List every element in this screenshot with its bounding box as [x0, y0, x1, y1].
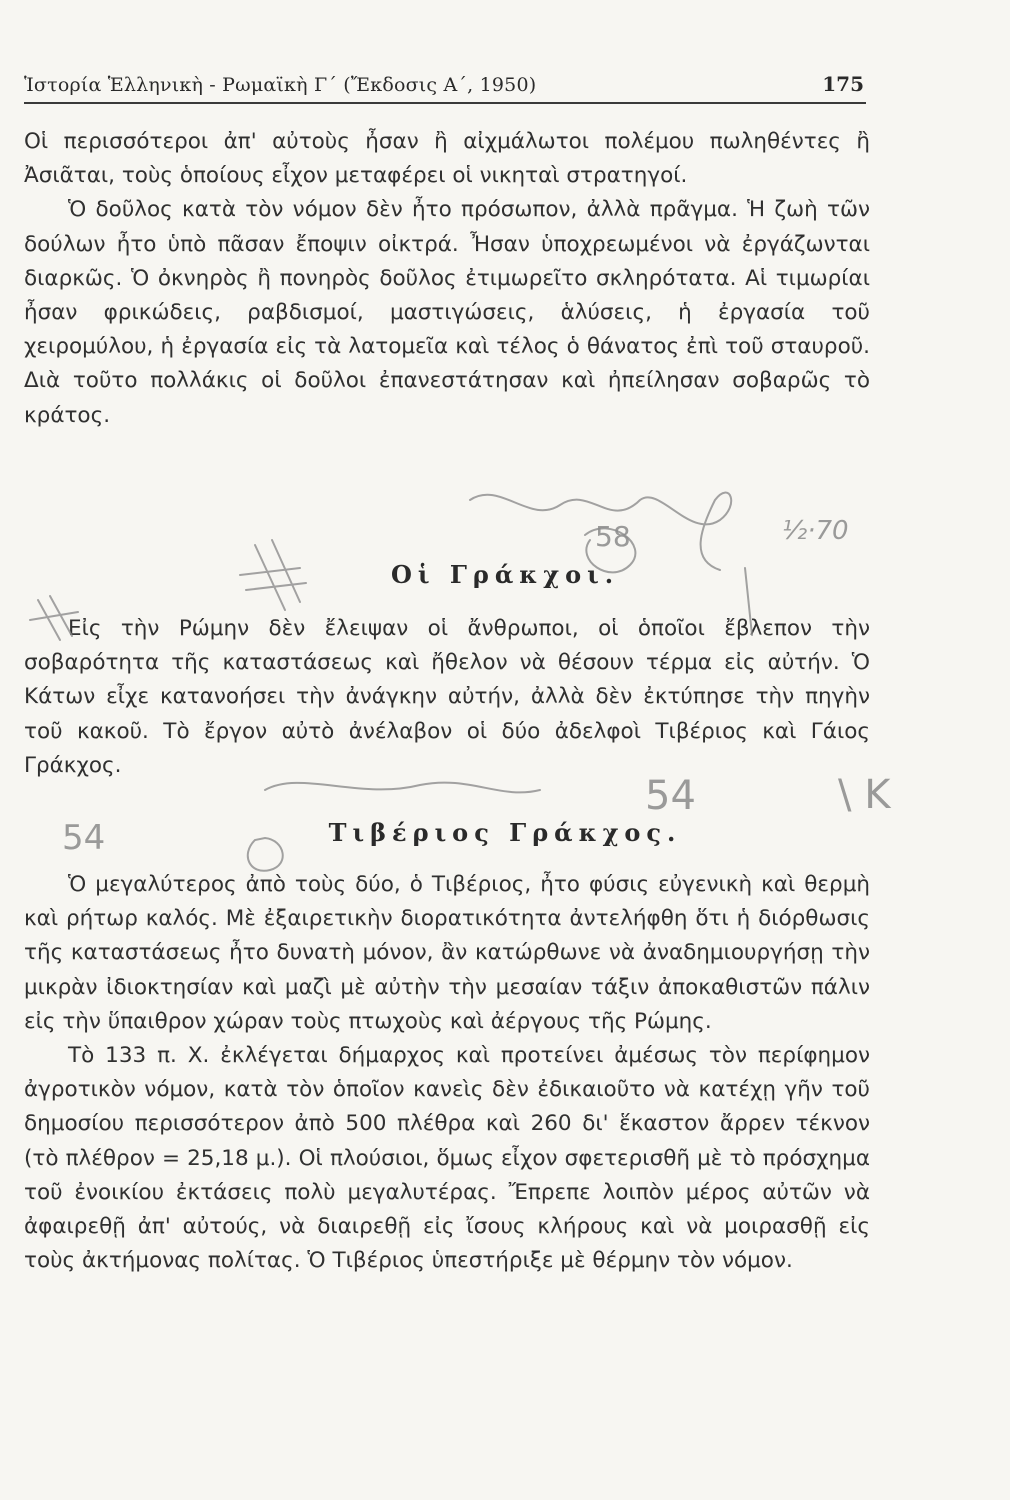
pencil-note-k: \ K: [838, 772, 891, 818]
scribble-signature: [470, 493, 731, 570]
paragraph-captives: Οἱ περισσότεροι ἀπ' αὐτοὺς ἦσαν ἢ αἰχμάλωτοι πολέμου πωληθέντες ἢ Ἀσιᾶται, τοὺς ὁποίους εἶχον μεταφέρει οἱ νικηταὶ στρατηγοί.: [24, 129, 870, 189]
pencil-note-54-right: 54: [645, 773, 696, 819]
paragraph-slave-status: Ὁ δοῦλος κατὰ τὸν νόμον δὲν ἦτο πρόσωπον, ἀλλὰ πρᾶγμα. Ἡ ζωὴ τῶν δούλων ἦτο ὑπὸ πᾶσαν ἔποψιν οἰκτρά. Ἦσαν ὑποχρεωμένοι νὰ ἐργάζωνται διαρκῶς. Ὁ ὀκνηρὸς ἢ πονηρὸς δοῦλος ἐτιμωρεῖτο σκληρότατα. Αἱ τιμωρίαι ἦσαν φρικώδεις, ραβδισμοί, μαστιγώσεις, ἁλύσεις, ἡ ἐργασία τοῦ χειρομύλου, ἡ ἐργασία εἰς τὰ λατομεῖα καὶ τέλος ὁ θάνατος ἐπὶ τοῦ σταυροῦ. Διὰ τοῦτο πολλάκις οἱ δοῦλοι ἐπανεστάτησαν καὶ ἠπείλησαν σοβαρῶς τὸ κράτος.: [24, 197, 870, 428]
paragraph-agrarian-law: Τὸ 133 π. Χ. ἐκλέγεται δήμαρχος καὶ προτείνει ἀμέσως τὸν περίφημον ἀγροτικὸν νόμον, κατὰ τὸν ὁποῖον κανεὶς δὲν ἐδικαιοῦτο νὰ κατέχῃ γῆν τοῦ δημοσίου περισσότερον ἀπὸ 500 πλέθρα καὶ 260 δι' ἕκαστον ἄρρεν τέκνον (τὸ πλέθρον = 25,18 μ.). Οἱ πλούσιοι, ὅμως εἶχον σφετερισθῆ μὲ τὸ πρόσχημα τοῦ ἐνοικίου ἐκτάσεις πολὺ μεγαλυτέρας. Ἔπρεπε λοιπὸν μέρος αὐτῶν νὰ ἀφαιρεθῇ ἀπ' αὐτούς, νὰ διαιρεθῇ εἰς ἴσους κλήρους καὶ νὰ μοιρασθῇ εἰς τοὺς ἀκτήμονας πολίτας. Ὁ Τιβέριος ὑπεστήριξε μὲ θέρμην τὸν νόμον.: [24, 1043, 870, 1274]
paragraph-tiberius-character: Ὁ μεγαλύτερος ἀπὸ τοὺς δύο, ὁ Τιβέριος, ἦτο φύσις εὐγενικὴ καὶ θερμὴ καὶ ρήτωρ καλός. Μὲ ἐξαιρετικὴν διορατικότητα ἀντελήφθη ὅτι ἡ διόρθωσις τῆς καταστάσεως ἦτο δυνατὴ μόνον, ἂν κατώρθωνε νὰ ἀναδημιουργήσῃ τὴν μικρὰν ἰδιοκτησίαν καὶ μαζὶ μὲ αὐτὴν τὴν μεσαίαν τάξιν ἀποκαθιστῶν πάλιν εἰς τὴν ὕπαιθρον χώραν τοὺς πτωχοὺς καὶ ἀέργους τῆς Ρώμης.: [24, 872, 870, 1034]
pencil-note-54-left: 54: [62, 818, 106, 858]
pencil-note-date: ½·70: [782, 516, 849, 546]
page-number: 175: [822, 72, 864, 96]
text-block-gracchi: [24, 612, 870, 783]
running-title: Ἱστορία Ἑλληνικὴ - Ρωμαϊκὴ Γ΄ (Ἔκδοσις Α΄, 1950): [24, 74, 537, 96]
section-heading-gracchi: Οἱ Γράκχοι.: [390, 560, 620, 589]
paragraph-rome-reformers: Εἰς τὴν Ρώμην δὲν ἔλειψαν οἱ ἄνθρωποι, οἱ ὁποῖοι ἔβλεπον τὴν σοβαρότητα τῆς καταστάσεως καὶ ἤθελον νὰ θέσουν τέρμα εἰς αὐτήν. Ὁ Κάτων εἶχε κατανοήσει τὴν ἀνάγκην αὐτήν, ἀλλὰ δὲν ἐκτύπησε τὴν πηγὴν τοῦ κακοῦ. Τὸ ἔργον αὐτὸ ἀνέλαβον οἱ δύο ἀδελφοὶ Τιβέριος καὶ Γάιος Γράκχος.: [24, 616, 870, 778]
pencil-note-58: 58: [595, 520, 631, 553]
section-heading-tiberius: Τιβέριος Γράκχος.: [328, 818, 682, 847]
text-block-tiberius: [24, 868, 870, 1278]
page-header: [24, 72, 866, 104]
scribble-under-heading: [265, 783, 540, 793]
text-block-slavery: [24, 125, 870, 433]
